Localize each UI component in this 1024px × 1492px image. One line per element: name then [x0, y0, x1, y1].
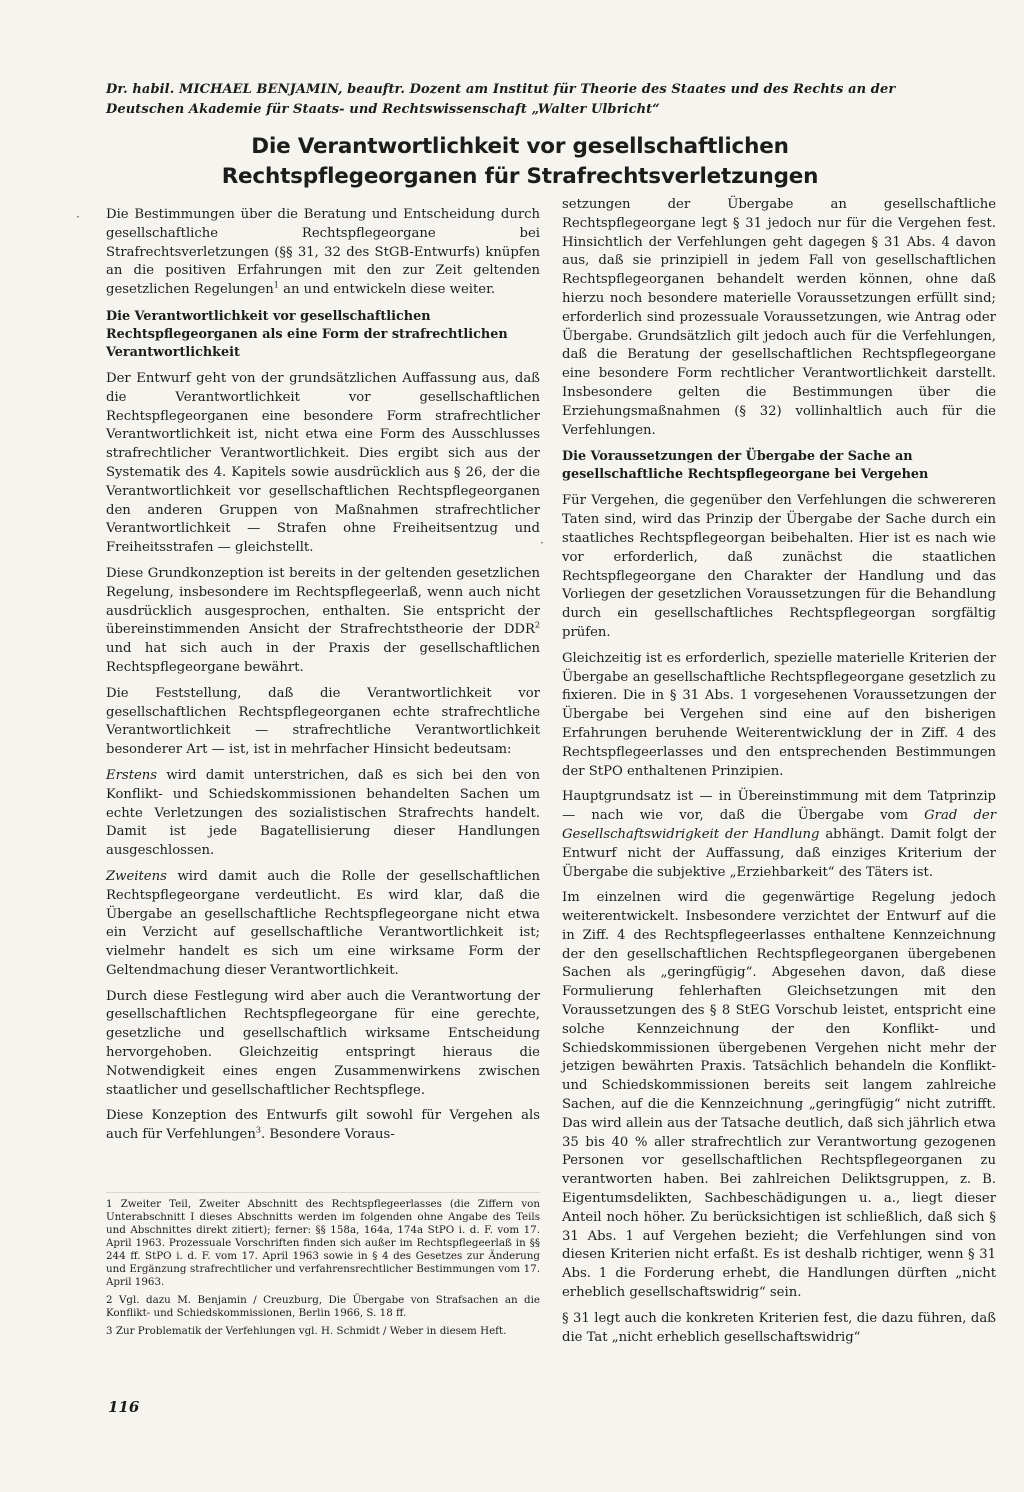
margin-mark: · [540, 536, 544, 550]
footnote-3: 3 Zur Problematik der Verfehlungen vgl. H. Schmidt / Weber in diesem Heft. [106, 1325, 507, 1337]
emphasis: Erstens [106, 767, 158, 783]
footnote-1: 1 Zweiter Teil, Zweiter Abschnitt des Rechtspflegeerlasses (die Ziffern von Unterabschnitt I dieses Abschnitts werden im folgenden ohne Angabe des Teils und Abschnittes direkt zitiert); ferner: §§ 158a, 164a, 174a StPO i. d. F. vom 17. April 1963. Prozessuale Vorschriften finden sich außer im Rechtspflegeerlaß in §§ 244 ff. StPO i. d. F. vom 17. April 1963 sowie in § 4 des Gesetzes zur Änderung und Ergänzung strafrechtlicher und verfahrensrechtlicher Bestimmungen vom 17. April 1963. [106, 1198, 540, 1288]
article-title-line-1: Die Verantwortlichkeit vor gesellschaftlichen [251, 134, 789, 159]
footnote-2: 2 Vgl. dazu M. Benjamin / Creuzburg, Die Übergabe von Strafsachen an die Konflikt- und Schiedskommissionen, Berlin 1966, S. 18 ff. [106, 1294, 540, 1319]
paragraph: Im einzelnen wird die gegenwärtige Regelung jedoch weiterentwickelt. Insbesondere verzichtet der Entwurf auf die in Ziff. 4 des Rechtspflegeerlasses enthaltene Kennzeichnung der den gesellschaftlichen Rechtspflegeorganen übergebenen Sachen als „geringfügig“. Abgesehen davon, daß diese Formulierung fehlerhaften Gleichsetzungen mit den Voraussetzungen des § 8 StEG Vorschub leistet, entspricht eine solche Kennzeichnung der den Konflikt- und Schiedskommissionen übergebenen Vergehen nicht mehr der jetzigen bewährten Praxis. Tatsächlich behandeln die Konflikt- und Schiedskommissionen bereits seit langem zahlreiche Sachen, auf die die Kennzeichnung „geringfügig“ nicht zutrifft. Das wird allein aus der Tatsache deutlich, daß sich jährlich etwa 35 bis 40 % aller strafrechtlich zur Verantwortung gezogenen Personen vor gesellschaftlichen Rechtspflegeorganen zu verantworten haben. Bei zahlreichen Deliktsgruppen, z. B. Eigentumsdelikten, Sachbeschädigungen u. a., liegt dieser Anteil noch höher. Zu berücksichtigen ist schließlich, daß sich § 31 Abs. 1 auf Vergehen bezieht; die Verfehlungen sind von diesen Kriterien nicht erfaßt. Es ist deshalb richtiger, wenn § 31 Abs. 1 die Forderung erhebt, die Handlungen dürften „nicht erheblich gesellschaftswidrig“ sein. [562, 890, 996, 1301]
paragraph: Zweitens wird damit auch die Rolle der gesellschaftlichen Rechtspflegeorgane verdeutlicht. Es wird klar, daß die Übergabe an gesellschaftliche Rechtspflegeorgane nicht etwa ein Verzicht auf gesellschaftliche Verantwortlichkeit ist; vielmehr handelt es sich um eine wirksame Form der Geltendmachung dieser Verantwortlichkeit. [106, 868, 540, 978]
section-heading: Die Verantwortlichkeit vor gesellschaftlichen Rechtspflegeorganen als eine Form der strafrechtlichen Verantwortlichkeit [106, 308, 508, 360]
footnote-ref: 2 [534, 620, 540, 630]
right-column [562, 196, 996, 1354]
emphasis: Grad der Gesellschaftswidrigkeit der Handlung [562, 808, 996, 842]
paragraph: Diese Grundkonzeption ist bereits in der geltenden gesetzlichen Regelung, insbesondere im Rechtspflegeerlaß, wenn auch nicht ausdrücklich ausgesprochen, enthalten. Sie entspricht der übereinstimmenden Ansicht der Strafrechtstheorie der DDR$^2$ und hat sich auch in der Praxis der gesellschaftlichen Rechtspflegeorgane bewährt. [106, 565, 540, 675]
footnote-divider [106, 1192, 540, 1193]
paragraph: Erstens wird damit unterstrichen, daß es sich bei den von Konflikt- und Schiedskommissionen behandelten Sachen um echte Verletzungen des sozialistischen Strafrechts handelt. Damit ist jede Bagatellisierung dieser Handlungen ausgeschlossen. [106, 767, 540, 859]
paragraph: Die Bestimmungen über die Beratung und Entscheidung durch gesellschaftliche Rechtspflegeorgane bei Strafrechtsverletzungen (§§ 31, 32 des StGB-Entwurfs) knüpfen an die positiven Erfahrungen mit den zur Zeit geltenden gesetzlichen Regelungen$^1$ an und entwickeln diese weiter. [106, 207, 540, 298]
paragraph: Durch diese Festlegung wird aber auch die Verantwortung der gesellschaftlichen Rechtspflegeorgane für eine gerechte, gesetzliche und gesellschaftlich wirksame Entscheidung hervorgehoben. Gleichzeitig entspringt hieraus die Notwendigkeit eines engen Zusammenwirkens zwischen staatlicher und gesellschaftlicher Rechtspflege. [106, 988, 540, 1098]
footnote-ref: 1 [273, 280, 279, 290]
paragraph: Diese Konzeption des Entwurfs gilt sowohl für Vergehen als auch für Verfehlungen$^3$. Besondere Voraus- [106, 1108, 540, 1143]
footnote-ref: 3 [255, 1125, 261, 1135]
paragraph: Hauptgrundsatz ist — in Übereinstimmung mit dem Tatprinzip — nach wie vor, daß die Übergabe vom Grad der Gesellschaftswidrigkeit der Handlung abhängt. Damit folgt der Entwurf nicht der Auffassung, daß einziges Kriterium der Übergabe die subjektive „Erziehbarkeit“ des Täters ist. [562, 789, 996, 880]
paragraph: Gleichzeitig ist es erforderlich, spezielle materielle Kriterien der Übergabe an gesellschaftliche Rechtspflegeorgane gesetzlich zu fixieren. Die in § 31 Abs. 1 vorgesehenen Voraussetzungen der Übergabe bei Vergehen sind eine auf den bisherigen Erfahrungen beruhende Weiterentwicklung der in Ziff. 4 des Rechtspflegeerlasses und den entsprechenden Bestimmungen der StPO enthaltenen Prinzipien. [562, 650, 996, 779]
margin-mark: · [76, 210, 80, 224]
paragraph: Der Entwurf geht von der grundsätzlichen Auffassung aus, daß die Verantwortlichkeit vor gesellschaftlichen Rechtspflegeorganen eine besondere Form strafrechtlicher Verantwortlichkeit ist, nicht etwa eine Form des Ausschlusses strafrechtlicher Verantwortlichkeit. Dies ergibt sich aus der Systematik des 4. Kapitels sowie ausdrücklich aus § 26, der die Verantwortlichkeit vor gesellschaftlichen Rechtspflegeorganen den anderen Gruppen von Maßnahmen strafrechtlicher Verantwortlichkeit — Strafen ohne Freiheitsentzug und Freiheitsstrafen — gleichstellt. [106, 370, 540, 556]
paragraph: Die Feststellung, daß die Verantwortlichkeit vor gesellschaftlichen Rechtspflegeorganen echte strafrechtliche Verantwortlichkeit — strafrechtliche Verantwortlichkeit besonderer Art — ist, ist in mehrfacher Hinsicht bedeutsam: [106, 685, 540, 758]
paragraph: setzungen der Übergabe an gesellschaftliche Rechtspflegeorgane legt § 31 jedoch nur für die Vergehen fest. Hinsichtlich der Verfehlungen geht dagegen § 31 Abs. 4 davon aus, daß sie prinzipiell in jedem Fall von gesellschaftlichen Rechtspflegeorganen behandelt werden können, ohne daß hierzu noch besondere materielle Voraussetzungen erfüllt sind; erforderlich sind prozessuale Voraussetzungen, wie Antrag oder Übergabe. Grundsätzlich gilt jedoch auch für die Verfehlungen, daß die Beratung der gesellschaftlichen Rechtspflegeorgane eine besondere Form rechtlicher Verantwortlichkeit darstellt. Insbesondere gelten die Bestimmungen über die Erziehungsmaßnahmen (§ 32) vollinhaltlich auch für die Verfehlungen. [562, 197, 996, 438]
article-title [170, 132, 870, 192]
page-number: 116 [108, 1398, 140, 1416]
author-byline: Dr. habil. MICHAEL BENJAMIN, beauftr. Dozent am Institut für Theorie des Staates und des Rechts an der Deutschen Akademie für Staats- und Rechtswissenschaft „Walter Ulbricht“ [106, 82, 896, 117]
article-title-line-2: Rechtspflegeorganen für Strafrechtsverletzungen [221, 164, 819, 189]
paragraph: § 31 legt auch die konkreten Kriterien fest, die dazu führen, daß die Tat „nicht erheblich gesellschaftswidrig“ [562, 1310, 996, 1345]
left-column [106, 206, 540, 1152]
section-heading: Die Voraussetzungen der Übergabe der Sache an gesellschaftliche Rechtspflegeorgane bei Vergehen [562, 449, 929, 483]
paragraph: Für Vergehen, die gegenüber den Verfehlungen die schwereren Taten sind, wird das Prinzip der Übergabe der Sache durch ein staatliches Rechtspflegeorgan beibehalten. Hier ist es nach wie vor erforderlich, daß zunächst die staatlichen Rechtspflegeorgane den Charakter der Handlung und das Vorliegen der gesetzlichen Voraussetzungen für die Behandlung durch ein gesellschaftliches Rechtspflegeorgan sorgfältig prüfen. [562, 493, 996, 640]
footnotes [106, 1198, 540, 1343]
emphasis: Zweitens [106, 868, 167, 884]
